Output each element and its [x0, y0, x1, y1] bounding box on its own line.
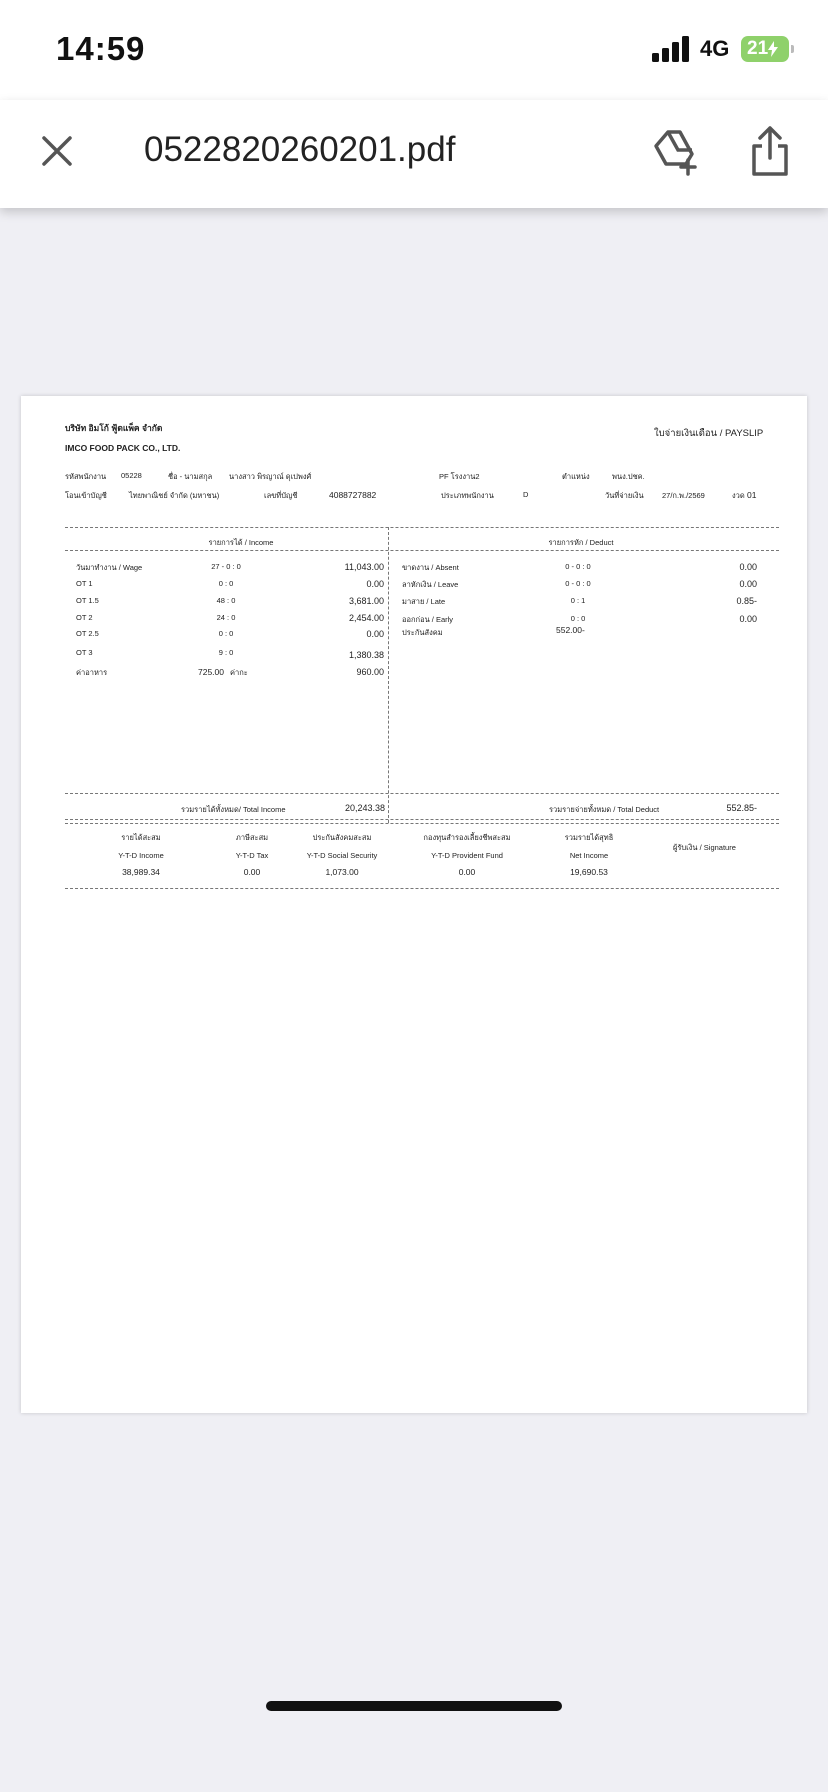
income-amount: 11,043.00	[344, 562, 384, 572]
paydate: 27/ก.พ./2569	[662, 491, 705, 500]
employee-type-label: ประเภทพนักงาน	[441, 491, 494, 500]
battery-icon	[741, 36, 789, 62]
employee-name: นางสาว พิรญาณ์ ดุเปพงศ์	[229, 472, 312, 481]
income-qty: 24 : 0	[216, 613, 236, 622]
pdf-page[interactable]	[21, 396, 807, 1413]
divider-header	[65, 550, 779, 551]
transfer-label: โอนเข้าบัญชี	[65, 491, 107, 500]
deduct-label: มาสาย / Late	[402, 597, 446, 606]
divider-top	[65, 527, 779, 528]
deduct-qty: 0 : 1	[570, 596, 586, 605]
divider-ytd-1	[65, 819, 779, 820]
deduct-amount: 0.00	[739, 614, 757, 624]
clock: 14:59	[56, 30, 146, 67]
income-label: วันมาทำงาน / Wage	[76, 563, 143, 572]
deduct-label: ลาหักเงิน / Leave	[402, 580, 459, 589]
social-security-amount: 552.00-	[556, 625, 585, 635]
ytd-en-label: Y-T-D Income	[118, 851, 164, 860]
shift-allowance-amount: 960.00	[356, 667, 384, 677]
deduct-amount: 0.00	[739, 562, 757, 572]
total-deduct: 552.85-	[726, 803, 757, 813]
status-bar	[0, 0, 828, 100]
shift-allowance-label: ค่ากะ	[230, 668, 248, 677]
payslip-title: ใบจ่ายเงินเดือน / PAYSLIP	[654, 428, 764, 439]
ytd-value: 1,073.00	[325, 867, 359, 877]
income-amount: 2,454.00	[348, 613, 384, 623]
home-indicator[interactable]	[266, 1701, 562, 1711]
total-deduct-label: รวมรายจ่ายทั้งหมด / Total Deduct	[549, 805, 660, 814]
total-income-label: รวมรายได้ทั้งหมด/ Total Income	[181, 805, 286, 814]
income-header: รายการได้ / Income	[208, 538, 274, 547]
share-icon[interactable]	[746, 124, 794, 178]
name-label: ชื่อ - นามสกุล	[168, 472, 213, 481]
income-qty: 27 - 0 : 0	[211, 562, 241, 571]
deduct-qty: 0 : 0	[570, 614, 586, 623]
document-title: 0522820260201.pdf	[144, 130, 456, 169]
close-icon[interactable]	[36, 130, 78, 172]
network-label: 4G	[700, 36, 730, 61]
ytd-en-label: Net Income	[569, 851, 609, 860]
ytd-value: 38,989.34	[122, 867, 160, 877]
income-qty: 48 : 0	[216, 596, 236, 605]
account-label: เลขที่บัญชี	[264, 491, 298, 500]
bank-name: ไทยพาณิชย์ จำกัด (มหาชน)	[129, 491, 220, 500]
income-qty: 9 : 0	[218, 648, 234, 657]
deduct-label: ออกก่อน / Early	[402, 615, 454, 624]
total-income: 20,243.38	[344, 803, 385, 813]
income-label: OT 1.5	[76, 596, 99, 605]
employee-type: D	[523, 490, 529, 499]
ytd-thai-label: ประกันสังคมสะสม	[312, 833, 372, 842]
pdf-viewer-toolbar	[0, 100, 828, 208]
signature-label: ผู้รับเงิน / Signature	[673, 843, 736, 852]
ytd-en-label: Y-T-D Tax	[235, 851, 269, 860]
deduct-qty: 0 - 0 : 0	[565, 579, 591, 588]
income-qty: 0 : 0	[218, 629, 234, 638]
employee-code-label: รหัสพนักงาน	[65, 472, 107, 481]
income-label: OT 3	[76, 648, 93, 657]
deduct-header: รายการหัก / Deduct	[548, 538, 614, 547]
income-label: OT 1	[76, 579, 93, 588]
company-name-en: IMCO FOOD PACK CO., LTD.	[65, 443, 181, 453]
ytd-thai-label: รายได้สะสม	[121, 833, 161, 842]
paydate-label: วันที่จ่ายเงิน	[605, 491, 644, 500]
account-number: 4088727882	[329, 490, 377, 500]
divider-bottom	[65, 888, 779, 889]
divider-ytd-2	[65, 823, 779, 824]
social-security-label: ประกันสังคม	[402, 628, 443, 637]
food-allowance-value: 725.00	[198, 667, 224, 677]
department: PF โรงงาน2	[439, 472, 480, 481]
charging-icon	[768, 41, 778, 57]
ytd-thai-label: ภาษีสะสม	[235, 833, 269, 842]
battery-level: 21	[747, 38, 769, 59]
deduct-amount: 0.85-	[736, 596, 757, 606]
income-label: OT 2.5	[76, 629, 99, 638]
income-amount: 3,681.00	[348, 596, 384, 606]
ytd-value: 0.00	[458, 867, 476, 877]
ytd-en-label: Y-T-D Social Security	[306, 851, 378, 860]
income-amount: 1,380.38	[348, 650, 384, 660]
ytd-value: 0.00	[243, 867, 261, 877]
add-to-drive-icon[interactable]	[652, 126, 700, 176]
period: 01	[747, 490, 757, 500]
income-amount: 0.00	[366, 579, 384, 589]
employee-code: 05228	[121, 471, 142, 480]
company-name-thai: บริษัท อิมโก้ ฟู้ดแพ็ค จำกัด	[65, 423, 163, 433]
column-divider	[388, 527, 389, 823]
divider-totals	[65, 793, 779, 794]
position: พนง.ปชค.	[612, 472, 645, 481]
ytd-thai-label: รวมรายได้สุทธิ	[564, 833, 614, 842]
income-label: OT 2	[76, 613, 93, 622]
period-label: งวด	[732, 491, 745, 500]
signal-icon	[652, 36, 692, 62]
ytd-en-label: Y-T-D Provident Fund	[431, 851, 503, 860]
food-allowance-label: ค่าอาหาร	[76, 668, 108, 677]
income-qty: 0 : 0	[218, 579, 234, 588]
deduct-amount: 0.00	[739, 579, 757, 589]
deduct-qty: 0 - 0 : 0	[565, 562, 591, 571]
ytd-value: 19,690.53	[570, 867, 608, 877]
position-label: ตำแหน่ง	[562, 472, 590, 481]
income-amount: 0.00	[366, 629, 384, 639]
ytd-thai-label: กองทุนสำรองเลี้ยงชีพสะสม	[423, 833, 511, 842]
deduct-label: ขาดงาน / Absent	[402, 563, 459, 572]
